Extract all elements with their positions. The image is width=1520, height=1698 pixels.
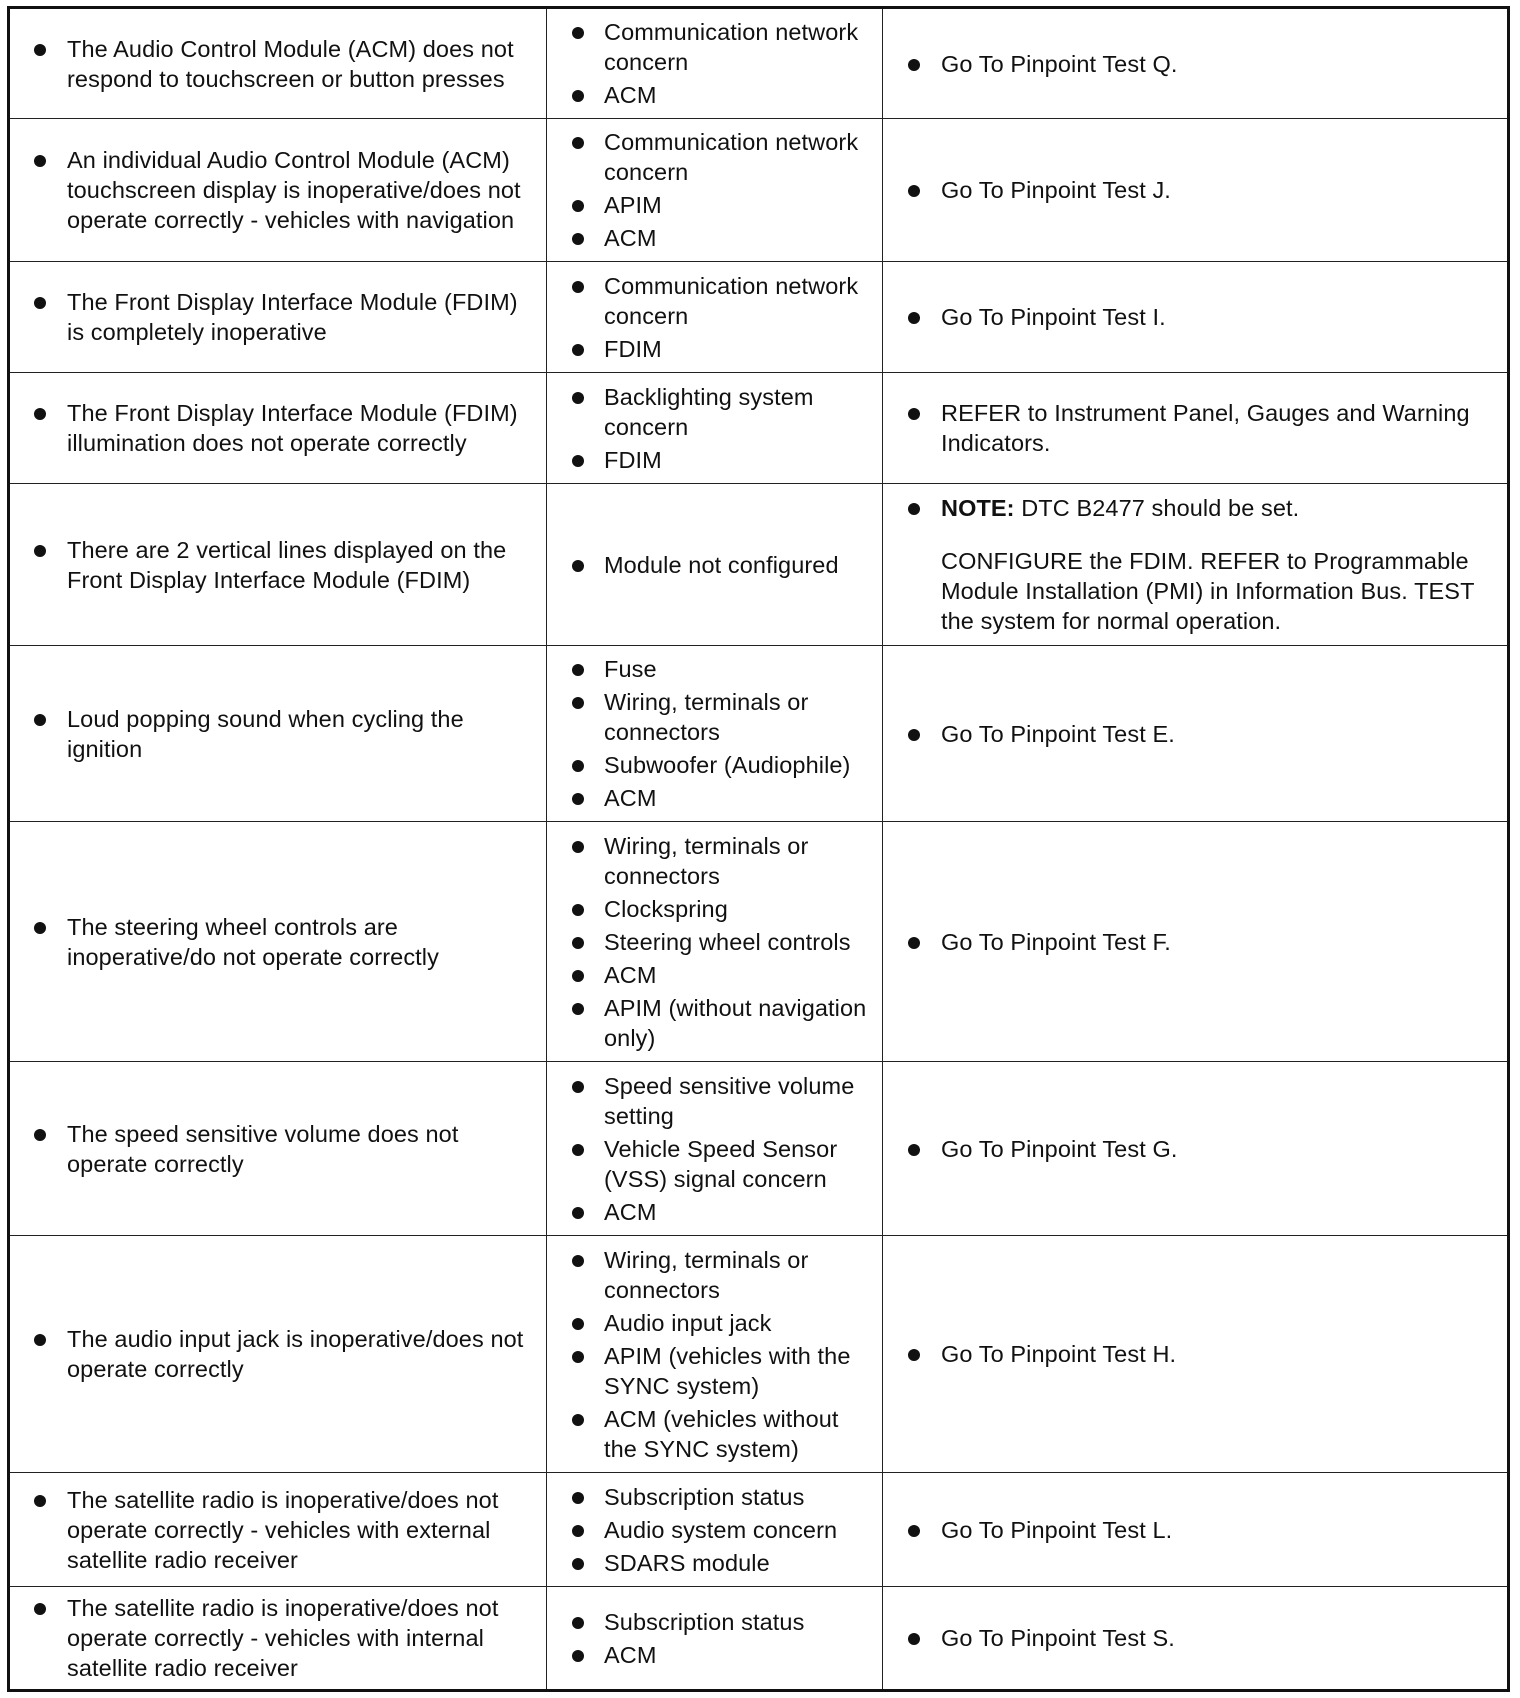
possible-sources-cell [547, 822, 883, 1062]
table-row [9, 1062, 1509, 1236]
possible-sources-cell [547, 262, 883, 373]
symptom-text: The satellite radio is inoperative/does not operate correctly - vehicles with external satellite radio receiver [67, 1485, 540, 1575]
possible-sources-cell [547, 8, 883, 119]
table-row [9, 262, 1509, 373]
action-text: Go To Pinpoint Test H. [941, 1339, 1499, 1369]
source-item: Module not configured [604, 550, 878, 580]
source-item: Communication network concern [604, 17, 878, 77]
possible-sources-cell [547, 1587, 883, 1691]
source-item: FDIM [604, 445, 878, 475]
action-cell [883, 646, 1509, 822]
possible-sources-cell [547, 1062, 883, 1236]
symptom-text: The audio input jack is inoperative/does not operate correctly [67, 1324, 540, 1384]
action-cell [883, 1587, 1509, 1691]
symptom-cell [9, 1587, 547, 1691]
table-row [9, 373, 1509, 484]
configure-instructions: CONFIGURE the FDIM. REFER to Programmable Module Installation (PMI) in Information Bus. TEST the system for normal operation. [941, 548, 1475, 634]
action-note [941, 493, 1499, 636]
table-row [9, 646, 1509, 822]
symptom-cell [9, 119, 547, 262]
possible-sources-cell [547, 373, 883, 484]
symptom-text: Loud popping sound when cycling the ignition [67, 704, 540, 764]
table-row [9, 1587, 1509, 1691]
action-cell [883, 373, 1509, 484]
action-text: Go To Pinpoint Test G. [941, 1134, 1499, 1164]
symptom-text: The Front Display Interface Module (FDIM) is completely inoperative [67, 287, 540, 347]
action-text: Go To Pinpoint Test F. [941, 927, 1499, 957]
action-text: REFER to Instrument Panel, Gauges and Warning Indicators. [941, 398, 1499, 458]
source-item: APIM (vehicles with the SYNC system) [604, 1341, 878, 1401]
action-text: Go To Pinpoint Test I. [941, 302, 1499, 332]
action-text: Go To Pinpoint Test L. [941, 1515, 1499, 1545]
source-item: ACM (vehicles without the SYNC system) [604, 1404, 878, 1464]
action-cell [883, 1062, 1509, 1236]
source-item: SDARS module [604, 1548, 878, 1578]
source-item: Fuse [604, 654, 878, 684]
symptom-cell [9, 822, 547, 1062]
source-item: ACM [604, 223, 878, 253]
action-text: Go To Pinpoint Test Q. [941, 49, 1499, 79]
source-item: Communication network concern [604, 271, 878, 331]
source-item: ACM [604, 1197, 878, 1227]
source-item: ACM [604, 960, 878, 990]
source-item: Audio system concern [604, 1515, 878, 1545]
table-row [9, 484, 1509, 646]
source-item: Clockspring [604, 894, 878, 924]
table-row [9, 119, 1509, 262]
symptom-cell [9, 484, 547, 646]
symptom-cell [9, 373, 547, 484]
possible-sources-cell [547, 646, 883, 822]
table-row [9, 1236, 1509, 1473]
table-row [9, 822, 1509, 1062]
source-item: Subscription status [604, 1482, 878, 1512]
action-cell [883, 119, 1509, 262]
source-item: ACM [604, 1640, 878, 1670]
source-item: Wiring, terminals or connectors [604, 1245, 878, 1305]
action-cell [883, 1236, 1509, 1473]
symptom-cell [9, 1236, 547, 1473]
source-item: Wiring, terminals or connectors [604, 687, 878, 747]
symptom-cell [9, 262, 547, 373]
symptom-text: There are 2 vertical lines displayed on the Front Display Interface Module (FDIM) [67, 535, 540, 595]
symptom-text: The satellite radio is inoperative/does not operate correctly - vehicles with internal satellite radio receiver [67, 1593, 540, 1683]
source-item: Audio input jack [604, 1308, 878, 1338]
symptom-cell [9, 8, 547, 119]
table-row [9, 1473, 1509, 1587]
symptom-text: An individual Audio Control Module (ACM) touchscreen display is inoperative/does not operate correctly - vehicles with navigation [67, 145, 540, 235]
note-label: NOTE: [941, 495, 1015, 521]
symptom-cell [9, 1473, 547, 1587]
source-item: Subscription status [604, 1607, 878, 1637]
action-text: Go To Pinpoint Test J. [941, 175, 1499, 205]
symptom-cell [9, 646, 547, 822]
action-text: Go To Pinpoint Test E. [941, 719, 1499, 749]
symptom-chart-table [7, 6, 1510, 1692]
symptom-text: The steering wheel controls are inoperative/do not operate correctly [67, 912, 540, 972]
source-item: Wiring, terminals or connectors [604, 831, 878, 891]
source-item: Vehicle Speed Sensor (VSS) signal concern [604, 1134, 878, 1194]
symptom-text: The Front Display Interface Module (FDIM) illumination does not operate correctly [67, 398, 540, 458]
source-item: ACM [604, 783, 878, 813]
action-text: Go To Pinpoint Test S. [941, 1623, 1499, 1653]
source-item: Speed sensitive volume setting [604, 1071, 878, 1131]
action-cell [883, 822, 1509, 1062]
source-item: FDIM [604, 334, 878, 364]
symptom-cell [9, 1062, 547, 1236]
action-cell [883, 8, 1509, 119]
source-item: APIM (without navigation only) [604, 993, 878, 1053]
source-item: Steering wheel controls [604, 927, 878, 957]
symptom-text: The Audio Control Module (ACM) does not respond to touchscreen or button presses [67, 34, 540, 94]
source-item: Subwoofer (Audiophile) [604, 750, 878, 780]
source-item: ACM [604, 80, 878, 110]
table-row [9, 8, 1509, 119]
possible-sources-cell [547, 1473, 883, 1587]
action-cell [883, 484, 1509, 646]
note-text: DTC B2477 should be set. [1014, 495, 1300, 521]
source-item: Communication network concern [604, 127, 878, 187]
possible-sources-cell [547, 484, 883, 646]
source-item: APIM [604, 190, 878, 220]
symptom-text: The speed sensitive volume does not operate correctly [67, 1119, 540, 1179]
action-cell [883, 1473, 1509, 1587]
possible-sources-cell [547, 119, 883, 262]
source-item: Backlighting system concern [604, 382, 878, 442]
possible-sources-cell [547, 1236, 883, 1473]
action-cell [883, 262, 1509, 373]
